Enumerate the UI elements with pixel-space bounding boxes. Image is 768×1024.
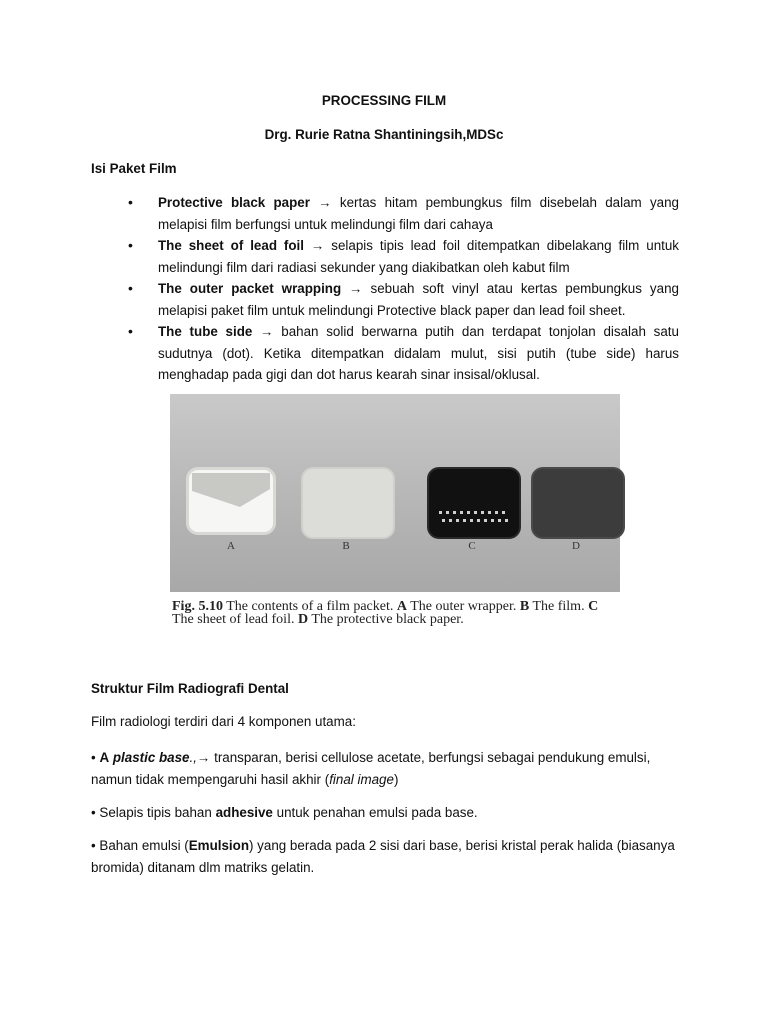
bullet-icon: • [128,323,133,339]
list-item [128,235,679,278]
caption-letter: B [519,599,530,614]
figure-caption [172,600,620,626]
paragraph-text: ) yang berada pada 2 sisi dari base, berisi kristal perak halida (biasanya bromida) ditanam dlm matriks gelatin. [91,838,675,875]
paragraph-text: transparan, berisi cellulose acetate, berfungsi sebagai pendukung emulsi, namun tidak mempengaruhi hasil akhir ( [91,750,651,787]
list-item [128,321,679,386]
italic-term: final image [329,772,394,787]
list-item [128,192,679,235]
bullet-icon: • [128,237,133,253]
arrow-icon: → [349,281,363,296]
bullet-icon: • [128,280,133,296]
caption-letter: D [297,612,309,627]
term-prefix: A [99,750,110,765]
caption-text: The outer wrapper. [410,599,517,614]
figure-label-b: B [342,540,350,552]
term: Emulsion [188,838,249,853]
term: The outer packet wrapping [158,281,342,296]
paragraph-end: ) [393,772,399,787]
intro-text: Film radiologi terdiri dari 4 komponen utama: [91,714,356,729]
arrow-icon: → [196,750,211,765]
document-title: PROCESSING FILM [321,93,447,108]
list-item [128,278,679,321]
paragraph-text: • Selapis tipis bahan [91,805,212,820]
term: plastic base [112,750,190,765]
item-text: kertas hitam pembungkus film disebelah dalam yang melapisi film berfungsi untuk melindungi film dari cahaya [158,195,679,232]
term: The sheet of lead foil [158,238,305,253]
caption-text: The protective black paper. [311,612,464,627]
item-text: selapis tipis lead foil ditempatkan dibelakang film untuk melindungi film dari radiasi sekunder yang diakibatkan oleh kabut film [158,238,679,275]
figure-label-a: A [227,540,235,552]
caption-letter: C [588,599,599,614]
paragraph-adhesive [91,802,691,824]
term-punct: ., [189,750,197,765]
black-paper-card [531,467,625,539]
film-packet-list [128,192,679,386]
author-line: Drg. Rurie Ratna Shantiningsih,MDSc [264,127,504,142]
term: adhesive [215,805,273,820]
arrow-icon: → [318,195,332,210]
paragraph-text: untuk penahan emulsi pada base. [276,805,478,820]
section-heading-isi-paket: Isi Paket Film [91,161,177,176]
film-packet-photo [170,394,620,592]
paragraph-plastic-base [91,747,691,791]
caption-text: The contents of a film packet. [226,599,394,614]
term: Protective black paper [158,195,310,210]
caption-fig-number: Fig. 5.10 [172,599,223,614]
paragraph-emulsion [91,835,691,879]
section-heading-struktur: Struktur Film Radiografi Dental [91,681,289,696]
caption-letter: A [396,599,407,614]
item-text: bahan solid berwarna putih dan terdapat tonjolan disalah satu sudutnya (dot). Ketika ditempatkan didalam mulut, sisi putih (tube side) harus menghadap pada gigi dan dot harus kearah sinar insisal/oklusal. [158,324,679,382]
term: The tube side [158,324,253,339]
caption-text: The sheet of lead foil. [172,612,295,627]
arrow-icon: → [310,238,325,253]
paragraph-text: • Bahan emulsi ( [91,838,189,853]
bullet-icon: • [91,750,96,765]
film-card [301,467,395,539]
caption-text: The film. [532,599,585,614]
figure-label-c: C [468,540,476,552]
outer-wrapper-card [186,467,276,535]
figure-label-d: D [572,540,580,552]
bullet-icon: • [128,194,133,210]
arrow-icon: → [260,324,274,339]
item-text: sebuah soft vinyl atau kertas pembungkus yang melapisi paket film untuk melindungi Protective black paper dan lead foil sheet. [158,281,679,318]
lead-foil-card [427,467,521,539]
